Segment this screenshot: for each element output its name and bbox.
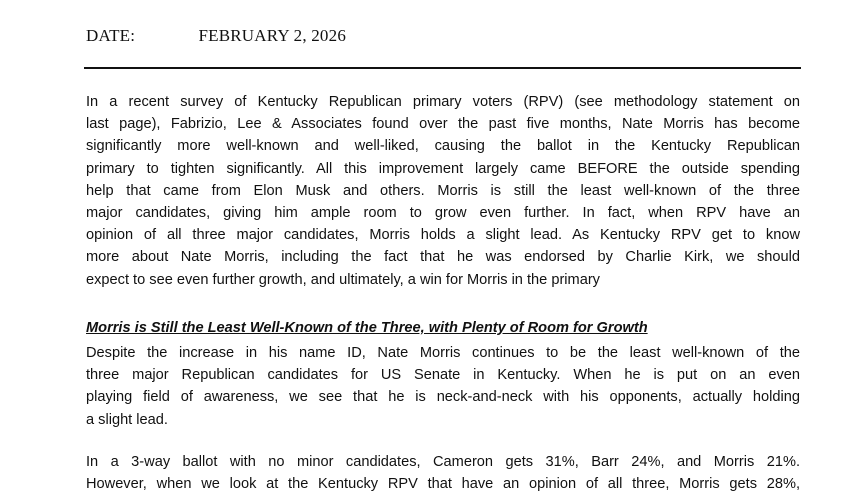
section-2-paragraph	[86, 451, 800, 495]
paragraph-line: help that came from Elon Musk and others. Morris is still the least well-known of the three	[86, 182, 800, 199]
paragraph-line: In a 3-way ballot with no minor candidates, Cameron gets 31%, Barr 24%, and Morris 21%.	[86, 454, 800, 470]
paragraph-line: However, when we look at the Kentucky RPV that have an opinion of all three, Morris gets 28%,	[86, 476, 800, 493]
paragraph-line: three major Republican candidates for US Senate in Kentucky. When he is put on an even	[86, 367, 800, 384]
paragraph-line: playing field of awareness, we see that he is neck-and-neck with his opponents, actually holding	[86, 389, 800, 406]
date-label: DATE:	[86, 26, 136, 45]
paragraph-line: a slight lead.	[86, 411, 168, 428]
paragraph-line: expect to see even further growth, and ultimately, a win for Morris in the primary	[86, 271, 600, 288]
paragraph-line: more about Nate Morris, including the fact that he was endorsed by Charlie Kirk, we should	[86, 249, 800, 266]
paragraph-line: significantly more well-known and well-liked, causing the ballot in the Kentucky Republican	[86, 138, 800, 155]
intro-paragraph	[86, 91, 800, 291]
date-value: FEBRUARY 2, 2026	[198, 26, 347, 45]
paragraph-line: major candidates, giving him ample room to grow even further. In fact, when RPV have an	[86, 205, 800, 222]
paragraph-line: primary to tighten significantly. All this improvement largely came BEFORE the outside spending	[86, 160, 800, 177]
paragraph-line: last page), Fabrizio, Lee & Associates found over the past five months, Nate Morris has become	[86, 116, 800, 133]
header-divider	[84, 67, 801, 69]
paragraph-line: In a recent survey of Kentucky Republican primary voters (RPV) (see methodology statement on	[86, 94, 800, 110]
section-heading: Morris is Still the Least Well-Known of the Three, with Plenty of Room for Growth	[86, 320, 648, 336]
section-1-paragraph	[86, 342, 800, 431]
paragraph-line: opinion of all three major candidates, Morris holds a slight lead. As Kentucky RPV get to know	[86, 227, 800, 244]
memo-date-row	[86, 26, 346, 46]
paragraph-line: Despite the increase in his name ID, Nate Morris continues to be the least well-known of the	[86, 345, 800, 361]
